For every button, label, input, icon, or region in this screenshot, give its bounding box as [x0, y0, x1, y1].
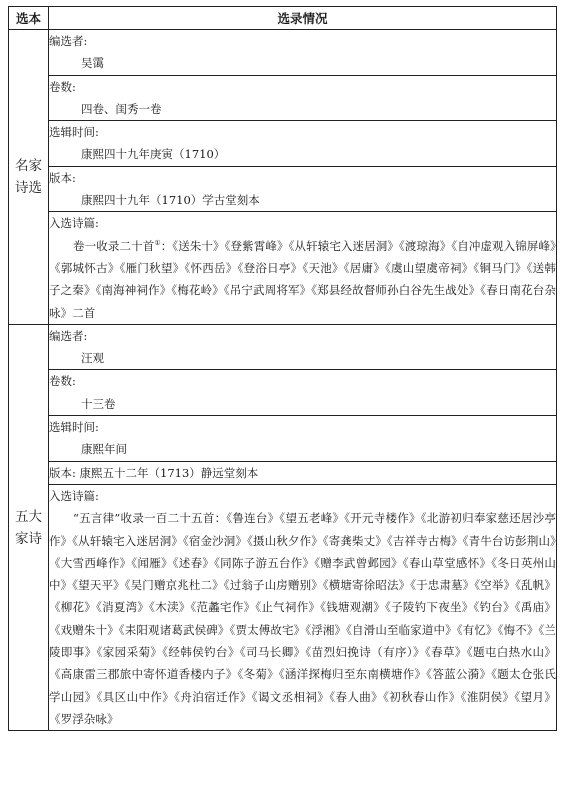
time-value: 康熙四十九年庚寅（1710）	[81, 147, 226, 162]
editor-value: 汪观	[81, 351, 104, 366]
anthology-name-line: 家诗	[15, 530, 42, 547]
volumes-value: 四卷、闺秀一卷	[81, 101, 162, 116]
poems-row	[9, 484, 557, 730]
anthology-name-line: 名家	[15, 157, 42, 174]
selection-table	[8, 6, 557, 731]
edition-value: 康熙五十二年（1713）静远堂刻本	[79, 465, 259, 480]
time-cell	[49, 121, 557, 167]
volumes-row	[9, 370, 557, 416]
poems-row	[9, 212, 557, 324]
poems-label: 入选诗篇:	[49, 488, 99, 503]
header-anthology: 选本	[9, 7, 49, 30]
time-label: 选辑时间:	[49, 125, 99, 140]
editor-label: 编选者:	[49, 328, 88, 343]
volumes-row	[9, 75, 557, 121]
edition-value: 康熙四十九年（1710）学古堂刻本	[81, 193, 260, 208]
anthology-name	[9, 30, 49, 325]
edition-row	[9, 461, 557, 484]
time-row	[9, 121, 557, 167]
poems-cell	[49, 484, 557, 730]
edition-label: 版本:	[49, 170, 76, 185]
time-value: 康熙年间	[81, 442, 127, 457]
time-label: 选辑时间:	[49, 420, 99, 435]
poems-prefix: 卷一收录二十首	[73, 238, 155, 253]
anthology-name-line: 诗选	[15, 179, 42, 196]
poems-list	[49, 235, 556, 324]
volumes-cell	[49, 75, 557, 121]
poems-titles: ：《送朱十》《登紫霄峰》《从轩辕宅入迷居洞》《渡琼海》《自冲虚观入锦屏峰》《郭城怀古》《雁门秋望》《怀西岳》《登浴日亭》《天池》《居庸》《虞山望虞帝祠》《铜马门》《送韩子之秦》《南海神祠作》《梅花岭》《吊宁武周将军》《郑县经故督师孙白谷先生战处》《春日南花台杂咏》二首	[49, 238, 556, 320]
volumes-cell	[49, 370, 557, 416]
anthology-name	[9, 324, 49, 730]
time-cell	[49, 416, 557, 462]
volumes-label: 卷数:	[49, 374, 76, 389]
anthology-name-line: 五大	[15, 508, 42, 525]
editor-label: 编选者:	[49, 34, 88, 48]
editor-value: 吴霭	[81, 56, 104, 71]
editor-cell	[49, 324, 557, 370]
poems-cell	[49, 212, 557, 324]
volumes-value: 十三卷	[81, 396, 116, 411]
editor-cell	[49, 30, 557, 76]
edition-cell	[49, 166, 557, 212]
volumes-label: 卷数:	[49, 79, 76, 94]
footnote-marker: ①	[154, 238, 161, 247]
edition-row	[9, 166, 557, 212]
edition-label: 版本:	[49, 465, 76, 480]
poems-list: “五言律”收录一百二十五首：《鲁连台》《望五老峰》《开元寺楼作》《北游初归奉家慈还居沙亭作》《从轩辕宅入迷居洞》《宿金沙洞》《摄山秋夕作》《寄龚柴丈》《吉祥寺古梅》《青牛台访彭荆山》《大雪西峰作》《闻雁》《述春》《同陈子游五台作》《赠李武曾邺园》《春山草堂感怀》《冬日英州山中》《望天平》《吴门赠京兆杜二》《过翁子山房赠别》《横塘寄徐昭法》《于忠肃墓》《空举》《乱帆》《柳花》《消夏湾》《木渎》《范蠡宅作》《止气祠作》《钱塘观潮》《子陵钓下夜坐》《钓台》《禹庙》《戏赠朱十》《耒阳观诸葛武侯碑》《贾太傅故宅》《浮湘》《自滑山至临家道中》《有忆》《悔不》《兰陵即事》《家园采菊》《经韩侯钓台》《司马长卿》《苗烈妇挽诗（有序）》《春草》《题屯白热水山》《高康雷三郡旅中寄怀道香楼内子》《冬菊》《涵洋探梅归至东南横塘作》《答蓝公漪》《题太仓张氏学山园》《具区山中作》《舟泊宿迁作》《谒文丞相祠》《春人曲》《初秋春山作》《淮阴侯》《望月》《罗浮杂咏》	[49, 511, 556, 726]
time-row	[9, 416, 557, 462]
edition-cell	[49, 461, 557, 484]
editor-row	[9, 30, 557, 76]
poems-label: 入选诗篇:	[49, 216, 99, 231]
header-row	[9, 7, 557, 30]
editor-row	[9, 324, 557, 370]
header-selection-details: 选录情况	[49, 7, 557, 30]
